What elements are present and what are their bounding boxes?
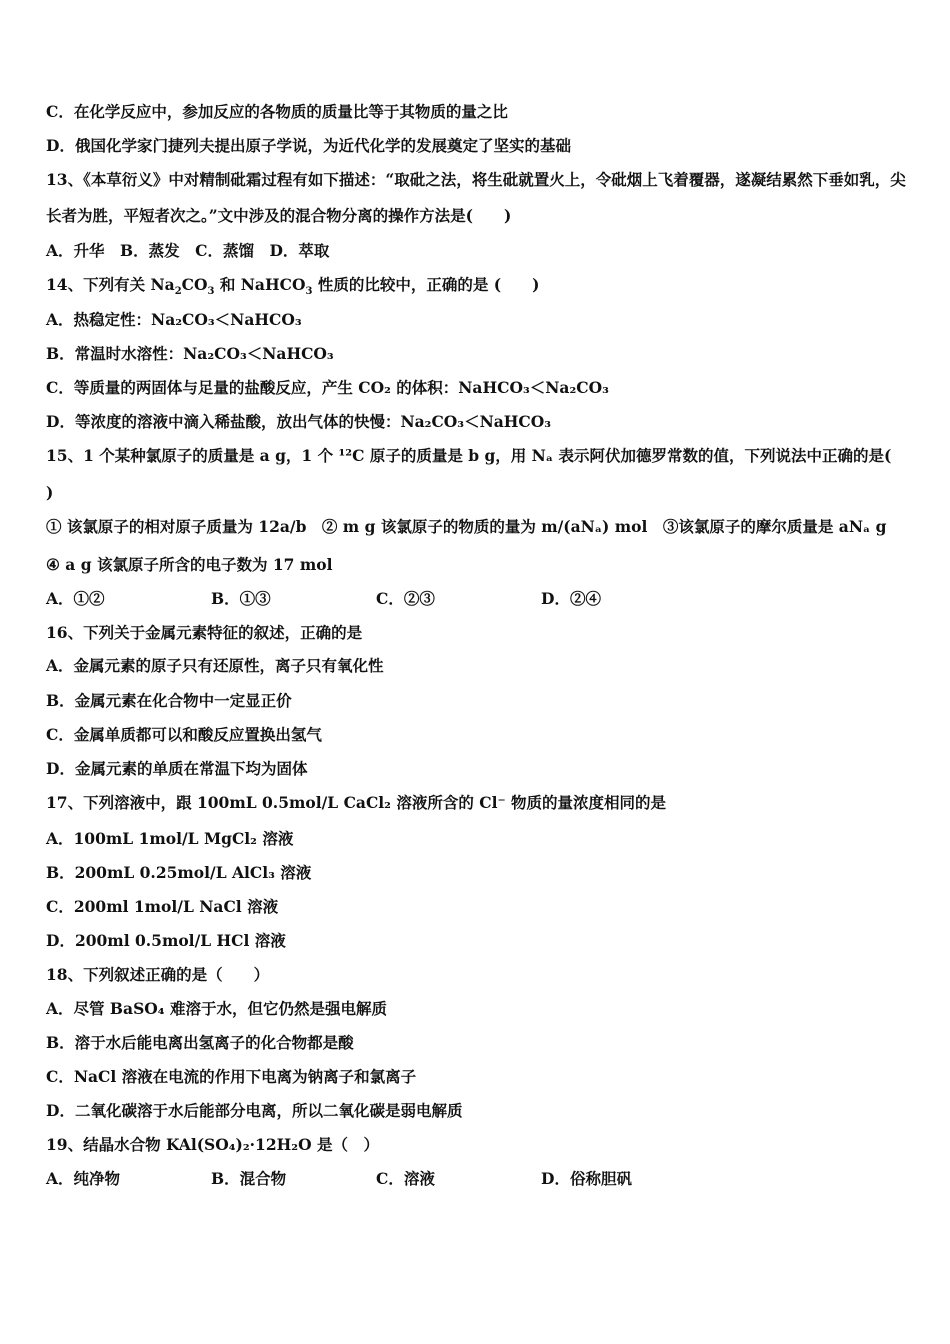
q19-stem: 19、结晶水合物 KAl(SO₄)₂·12H₂O 是（ ） [46,1135,379,1154]
q14-stem: 14、下列有关 $Na_2CO_3$ 和 NaHCO$_3$ 性质的比较中，正确的是 ( ) [46,275,540,298]
q15-option-d: D．②④ [541,589,601,608]
q14-option-a: A．热稳定性：Na₂CO₃＜NaHCO₃ [46,310,302,329]
q17-option-d: D．200ml 0.5mol/L HCl 溶液 [46,931,286,950]
q16-option-c: C．金属单质都可以和酸反应置换出氢气 [46,725,322,744]
q17-option-a: A．100mL 1mol/L MgCl₂ 溶液 [46,829,294,848]
q19-option-c: C．溶液 [376,1169,435,1188]
q16-stem: 16、下列关于金属元素特征的叙述，正确的是 [46,623,363,642]
q15-statements-2: ④ a g 该氯原子所含的电子数为 17 mol [46,555,333,574]
q15-option-a: A．①② [46,589,105,608]
q18-stem: 18、下列叙述正确的是（ ） [46,965,270,984]
q15-option-c: C．②③ [376,589,435,608]
q18-option-a: A．尽管 BaSO₄ 难溶于水，但它仍然是强电解质 [46,999,387,1018]
q18-option-c: C．NaCl 溶液在电流的作用下电离为钠离子和氯离子 [46,1067,417,1086]
q14-option-d: D．等浓度的溶液中滴入稀盐酸，放出气体的快慢：Na₂CO₃＜NaHCO₃ [46,412,552,431]
q15-option-b: B．①③ [211,589,271,608]
q12-option-d: D．俄国化学家门捷列夫提出原子学说，为近代化学的发展奠定了坚实的基础 [46,136,571,155]
q15-stem: 15、1 个某种氯原子的质量是 a g，1 个 ¹²C 原子的质量是 b g，用 Nₐ 表示阿伏加德罗常数的值，下列说法中正确的是( [46,446,892,465]
q13-stem: 13、《本草衍义》中对精制砒霜过程有如下描述：“取砒之法，将生砒就置火上，令砒烟上飞着覆器，遂凝结累然下垂如乳，尖长者为胜，平短者次之。”文中涉及的混合物分离的操作方法是( ) [46,170,906,225]
q15-stem-end: ) [46,483,54,502]
q19-option-a: A．纯净物 [46,1169,121,1188]
q17-option-c: C．200ml 1mol/L NaCl 溶液 [46,897,279,916]
q18-option-d: D．二氧化碳溶于水后能部分电离，所以二氧化碳是弱电解质 [46,1101,463,1120]
q14-option-b: B．常温时水溶性：Na₂CO₃＜NaHCO₃ [46,344,334,363]
q16-option-a: A．金属元素的原子只有还原性，离子只有氧化性 [46,656,384,675]
q13-options: A．升华 B．蒸发 C．蒸馏 D．萃取 [46,241,330,260]
q19-options [46,1169,910,1189]
q14-option-c: C．等质量的两固体与足量的盐酸反应，产生 CO₂ 的体积：NaHCO₃＜Na₂CO₃ [46,378,609,397]
q19-option-d: D．俗称胆矾 [541,1169,632,1188]
q17-stem: 17、下列溶液中，跟 100mL 0.5mol/L CaCl₂ 溶液所含的 Cl⁻ 物质的量浓度相同的是 [46,793,667,812]
q17-option-b: B．200mL 0.25mol/L AlCl₃ 溶液 [46,863,312,882]
q12-option-c: C．在化学反应中，参加反应的各物质的质量比等于其物质的量之比 [46,102,508,121]
q16-option-b: B．金属元素在化合物中一定显正价 [46,691,292,710]
q15-statements-1: ① 该氯原子的相对原子质量为 12a/b ② m g 该氯原子的物质的量为 m/(aNₐ) mol ③该氯原子的摩尔质量是 aNₐ g [46,517,887,536]
q16-option-d: D．金属元素的单质在常温下均为固体 [46,759,308,778]
q15-options [46,589,910,609]
q19-option-b: B．混合物 [211,1169,287,1188]
q18-option-b: B．溶于水后能电离出氢离子的化合物都是酸 [46,1033,354,1052]
